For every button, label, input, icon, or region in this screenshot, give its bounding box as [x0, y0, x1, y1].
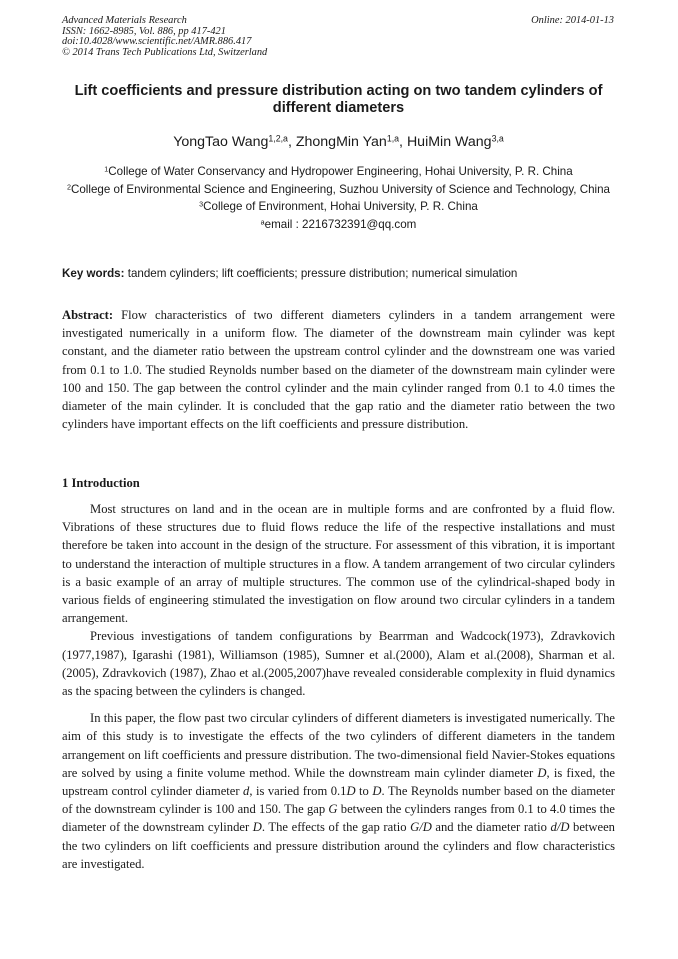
author-affiliation-mark: 3,a — [491, 133, 504, 144]
email-line: $^a$email : 2216732391@qq.com — [260, 217, 417, 231]
author-name: HuiMin Wang — [406, 134, 492, 150]
paragraph: In this paper, the flow past two circular cylinders of different diameters is investigated numerically. The aim of this study is to investigate the effects of the two cylinders of different diameters in the tandem arrangement on lift coefficients and pressure distribution. The two-dimensional field Navier-Stokes equations are solved by using a finite volume method. While the downstream main cylinder diameter D, is fixed, the upstream control cylinder diameter d, is varied from 0.1D to D. The Reynolds number based on the diameter of the downstream cylinder is 100 and 150. The gap G between the cylinders ranges from 0.1 to 4.0 times the diameter of the downstream cylinder D. The effects of the gap ratio G/D and the diameter ratio d/D between the two cylinders on lift coefficients and pressure distribution around the cylinders and flow characteristics are investigated. — [62, 711, 616, 871]
paragraph: Most structures on land and in the ocean are in multiple forms and are confronted by a fluid flow. Vibrations of these structures due to fluid flows reduce the life of the respective installations and must therefore be taken into account in the design of the structure. For assessment of this vibration, it is important to understand the interaction of multiple structures in a flow. A tandem arrangement of two circular cylinders is a basic example of an array of multiple structures. The common use of the cylindrical-shaped body in various fields of engineering stimulated the investigation on flow around two circular cylinders in a tandem arrangement. — [62, 502, 615, 626]
author-affiliation-mark: 1,2,a — [268, 133, 288, 144]
affiliation-item: $^1$College of Water Conservancy and Hydropower Engineering, Hohai University, P. R. China — [104, 164, 573, 178]
copyright-line: © 2014 Trans Tech Publications Ltd, Switzerland — [62, 46, 268, 58]
keywords-label: Key words: — [62, 267, 125, 280]
abstract — [62, 306, 615, 433]
section-heading: 1 Introduction — [62, 476, 140, 490]
abstract-text: Flow characteristics of two different diameters cylinders in a tandem arrangement were investigated numerically in a uniform flow. The diameter of the downstream main cylinder was kept constant, and the diameter ratio between the upstream control cylinder and the downstream one was varied from 0.1 to 1.0. The studied Reynolds number based on the diameter of the downstream main cylinder were 100 and 150. The gap between the control cylinder and the main cylinder ranged from 0.1 to 4.0 times the diameter of the main cylinder. It is concluded that the gap ratio and the diameter ratio between the two cylinders have important effects on the lift coefficients and pressure distribution. — [62, 308, 615, 432]
author-name: ZhongMin Yan — [295, 134, 387, 150]
author-name: YongTao Wang — [173, 134, 269, 150]
paragraph: Previous investigations of tandem configurations by Bearrman and Wadcock(1973), Zdravkovich (1977,1987), Igarashi (1981), Williamson (1985), Sumner et al.(2000), Alam et al.(2008), Sharman et al. (2005), Zdravkovich (1987), Zhao et al.(2005,2007)have revealed considerable complexity in fluid dynamics as the spacing between the cylinders is changed. — [62, 629, 615, 699]
author-affiliation-mark: 1,a — [386, 133, 400, 144]
affiliation-item: $^3$College of Environment, Hohai University, P. R. China — [199, 199, 478, 214]
journal-header — [62, 16, 267, 58]
keywords — [62, 266, 615, 281]
author-list: YongTao Wang$^{1,2,a}$, ZhongMin Yan$^{1,a}$, HuiMin Wang$^{3,a}$ — [173, 133, 504, 150]
keywords-text: tandem cylinders; lift coefficients; pressure distribution; numerical simulation — [127, 267, 518, 280]
introduction-body — [62, 500, 615, 873]
doi-line: doi:10.4028/www.scientific.net/AMR.886.417 — [62, 36, 252, 47]
paper-title: Lift coefficients and pressure distribution acting on two tandem cylinders of different diameters — [74, 83, 603, 116]
online-date: Online: 2014-01-13 — [531, 15, 614, 26]
journal-name: Advanced Materials Research — [62, 15, 187, 26]
issn-line: ISSN: 1662-8985, Vol. 886, pp 417-421 — [62, 25, 226, 37]
abstract-label: Abstract: — [62, 308, 114, 322]
affiliation-item: $^2$College of Environmental Science and Engineering, Suzhou University of Science and Technology, China — [66, 182, 610, 196]
affiliation-list — [62, 163, 615, 233]
